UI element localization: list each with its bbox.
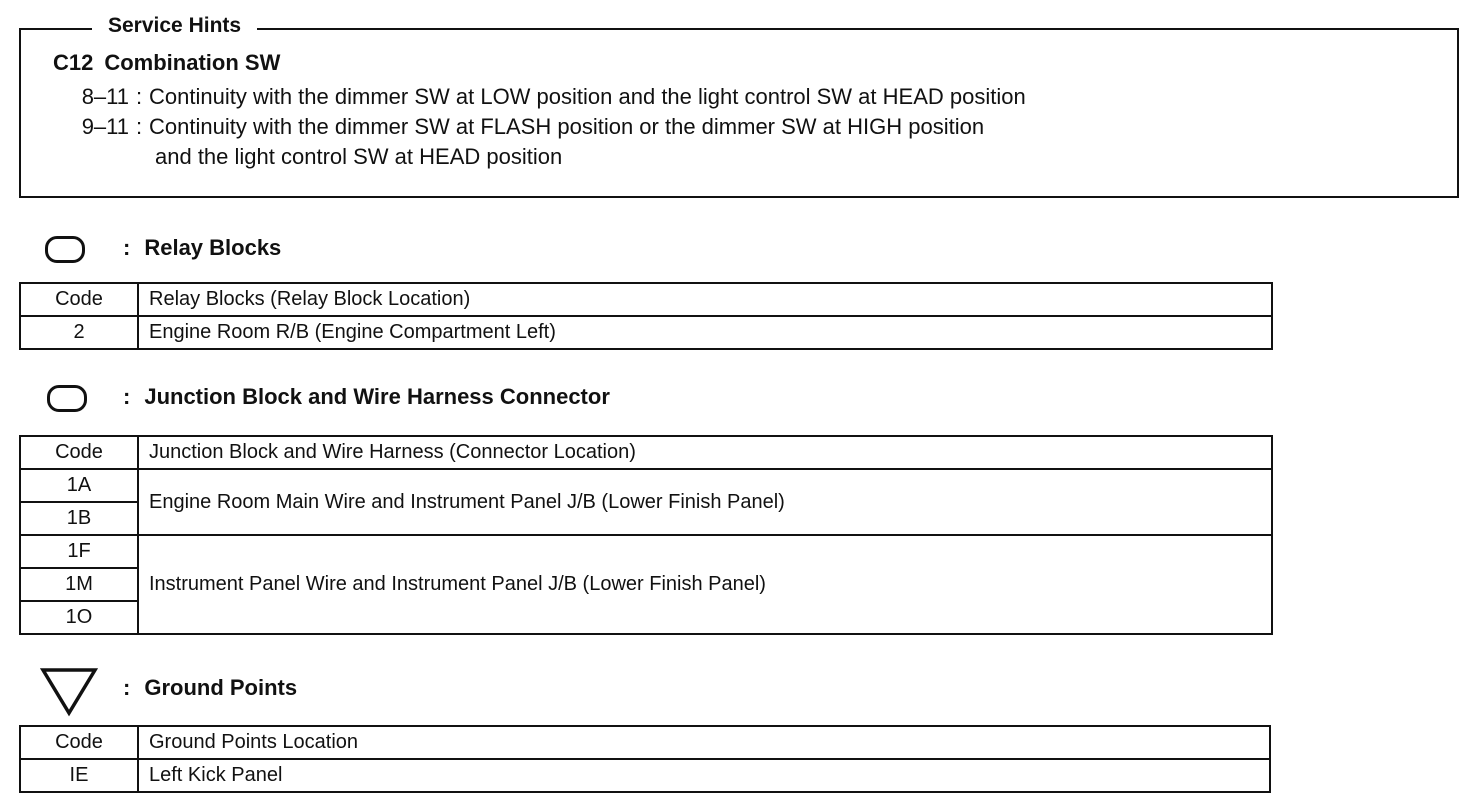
junction-blocks-title: Junction Block and Wire Harness Connector xyxy=(144,384,610,409)
relay-blocks-table xyxy=(19,282,1273,350)
hint-row xyxy=(53,114,984,140)
cell-code: 1M xyxy=(20,568,138,601)
table-row xyxy=(20,759,1270,792)
component-name: Combination SW xyxy=(104,50,281,75)
header-location: Junction Block and Wire Harness (Connector Location) xyxy=(138,436,1272,469)
ground-points-heading: : Ground Points xyxy=(123,675,298,700)
relay-blocks-title: Relay Blocks xyxy=(144,235,282,260)
relay-blocks-heading: : Relay Blocks xyxy=(123,235,282,260)
service-hints-title: Service Hints xyxy=(92,13,257,39)
junction-blocks-table xyxy=(19,435,1273,635)
table-header-row xyxy=(20,283,1272,316)
hint-text-continued: and the light control SW at HEAD position xyxy=(155,144,563,169)
header-code: Code xyxy=(20,436,138,469)
ground-points-title: Ground Points xyxy=(144,675,298,700)
header-code: Code xyxy=(20,283,138,316)
hint-row xyxy=(53,84,1026,110)
rounded-rectangle-icon xyxy=(47,385,87,412)
table-header-row xyxy=(20,436,1272,469)
header-location: Ground Points Location xyxy=(138,726,1270,759)
cell-code: 2 xyxy=(20,316,138,349)
cell-code: 1O xyxy=(20,601,138,634)
cell-code: 1F xyxy=(20,535,138,568)
ground-points-table xyxy=(19,725,1271,793)
hint-pins: 8–11 xyxy=(81,84,129,109)
cell-location: Engine Room Main Wire and Instrument Panel J/B (Lower Finish Panel) xyxy=(138,469,1272,535)
table-row xyxy=(20,535,1272,568)
cell-location: Instrument Panel Wire and Instrument Panel J/B (Lower Finish Panel) xyxy=(138,535,1272,634)
hint-text: Continuity with the dimmer SW at LOW position and the light control SW at HEAD position xyxy=(149,84,1026,109)
component-heading xyxy=(53,50,280,76)
down-triangle-icon xyxy=(40,667,98,717)
junction-blocks-heading: : Junction Block and Wire Harness Connector xyxy=(123,384,610,409)
cell-code: 1A xyxy=(20,469,138,502)
hint-text: Continuity with the dimmer SW at FLASH position or the dimmer SW at HIGH position xyxy=(149,114,985,139)
table-row xyxy=(20,469,1272,502)
header-location: Relay Blocks (Relay Block Location) xyxy=(138,283,1272,316)
cell-code: IE xyxy=(20,759,138,792)
component-code: C12 xyxy=(53,50,94,75)
rounded-rectangle-icon xyxy=(45,236,85,263)
cell-location: Engine Room R/B (Engine Compartment Left) xyxy=(138,316,1272,349)
cell-location: Left Kick Panel xyxy=(138,759,1270,792)
header-code: Code xyxy=(20,726,138,759)
table-header-row xyxy=(20,726,1270,759)
hint-pins: 9–11 xyxy=(81,114,129,139)
hint-colon: : xyxy=(135,114,143,139)
cell-code: 1B xyxy=(20,502,138,535)
hint-colon: : xyxy=(135,84,143,109)
table-row xyxy=(20,316,1272,349)
